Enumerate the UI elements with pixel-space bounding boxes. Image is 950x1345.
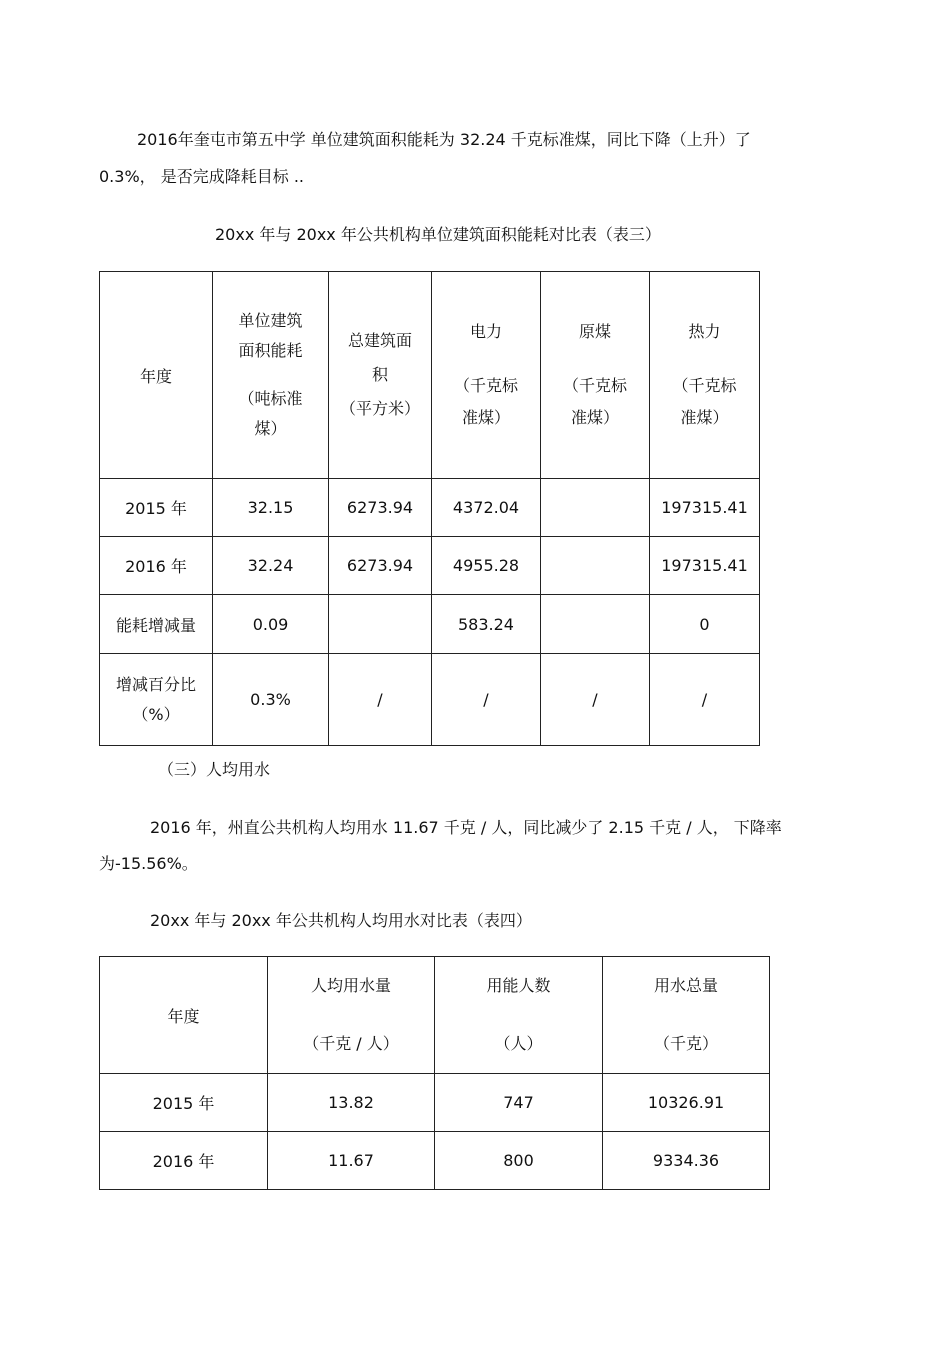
header-electricity: 电力 （千克标 准煤） (432, 272, 541, 479)
cell-per-capita: 11.67 (268, 1132, 435, 1190)
header-raw-coal: 原煤 （千克标 准煤） (541, 272, 650, 479)
cell-energy: 32.15 (213, 479, 329, 537)
table-4-header-row (100, 957, 770, 1074)
cell-heat: 197315.41 (650, 479, 760, 537)
cell-people: 747 (435, 1074, 603, 1132)
table-row (100, 1074, 770, 1132)
cell-raw-coal (541, 479, 650, 537)
paragraph-2-line-2: 为-15.56%。 (99, 854, 198, 873)
cell-raw-coal (541, 537, 650, 595)
cell-area: 6273.94 (329, 537, 432, 595)
header-year: 年度 (100, 957, 268, 1074)
table-row (100, 1132, 770, 1190)
header-per-capita-water: 人均用水量 （千克 / 人） (268, 957, 435, 1074)
cell-raw-coal (541, 595, 650, 654)
table-4 (99, 956, 770, 1190)
cell-year: 增减百分比 （%） (100, 654, 213, 746)
cell-energy: 0.09 (213, 595, 329, 654)
paragraph-1-line-1: 2016年奎屯市第五中学 单位建筑面积能耗为 32.24 千克标准煤，同比下降（上升）了 (137, 130, 751, 149)
table-row (100, 479, 760, 537)
table-3-caption: 20xx 年与 20xx 年公共机构单位建筑面积能耗对比表（表三） (215, 225, 661, 244)
paragraph-2-line-1: 2016 年，州直公共机构人均用水 11.67 千克 / 人，同比减少了 2.15 千克 / 人， 下降率 (150, 818, 782, 837)
cell-electricity: 583.24 (432, 595, 541, 654)
header-year: 年度 (100, 272, 213, 479)
cell-area: 6273.94 (329, 479, 432, 537)
cell-year: 2015 年 (100, 1074, 268, 1132)
header-heat: 热力 （千克标 准煤） (650, 272, 760, 479)
header-total-area: 总建筑面 积 （平方米） (329, 272, 432, 479)
table-row (100, 595, 760, 654)
cell-raw-coal: / (541, 654, 650, 746)
cell-energy: 0.3% (213, 654, 329, 746)
cell-area: / (329, 654, 432, 746)
cell-energy: 32.24 (213, 537, 329, 595)
cell-year: 能耗增减量 (100, 595, 213, 654)
table-3-header-row (100, 272, 760, 479)
cell-total: 9334.36 (603, 1132, 770, 1190)
cell-year: 2015 年 (100, 479, 213, 537)
table-row (100, 654, 760, 746)
cell-total: 10326.91 (603, 1074, 770, 1132)
cell-electricity: 4955.28 (432, 537, 541, 595)
cell-heat: 0 (650, 595, 760, 654)
table-3 (99, 271, 760, 746)
table-4-caption: 20xx 年与 20xx 年公共机构人均用水对比表（表四） (150, 911, 532, 930)
cell-year: 2016 年 (100, 537, 213, 595)
table-row (100, 537, 760, 595)
section-heading: （三）人均用水 (158, 760, 271, 779)
paragraph-1-line-2: 0.3%， 是否完成降耗目标 .. (99, 167, 304, 186)
header-energy-per-area: 单位建筑 面积能耗 （吨标准 煤） (213, 272, 329, 479)
cell-people: 800 (435, 1132, 603, 1190)
header-people-count: 用能人数 （人） (435, 957, 603, 1074)
cell-electricity: 4372.04 (432, 479, 541, 537)
cell-heat: 197315.41 (650, 537, 760, 595)
cell-year: 2016 年 (100, 1132, 268, 1190)
header-total-water: 用水总量 （千克） (603, 957, 770, 1074)
cell-per-capita: 13.82 (268, 1074, 435, 1132)
cell-area (329, 595, 432, 654)
cell-electricity: / (432, 654, 541, 746)
cell-heat: / (650, 654, 760, 746)
